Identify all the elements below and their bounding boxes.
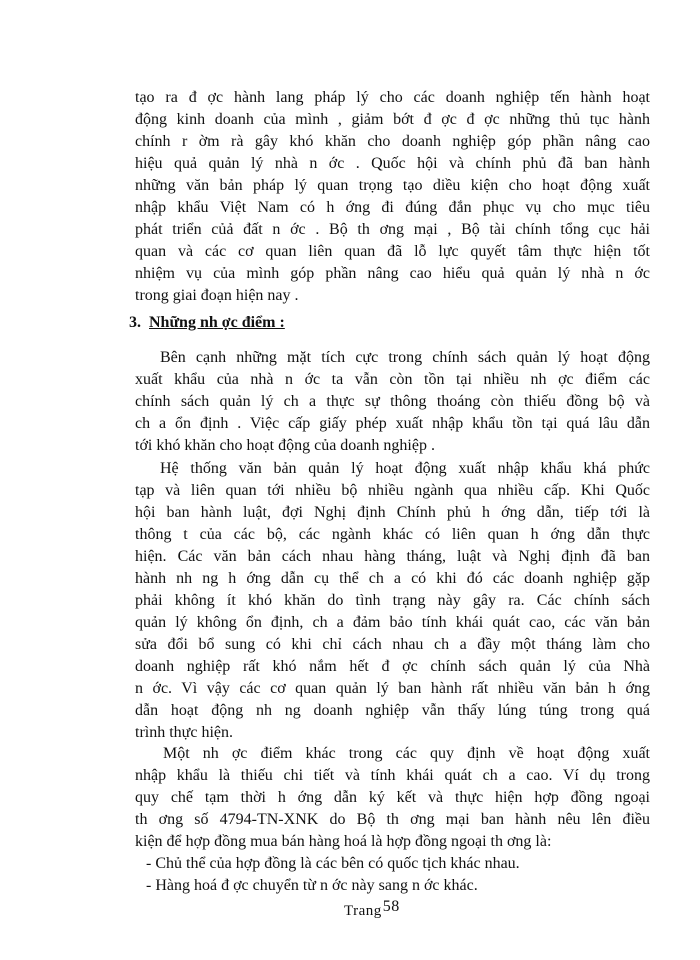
paragraph-3 <box>135 743 650 853</box>
text-line: quản lý không ổn định, ch a đảm bảo tính khái quát cao, các văn bản <box>135 614 650 631</box>
bullet-list <box>146 853 650 897</box>
text-line: phải không ít khó khăn do tình trạng này gây ra. Các chính sách <box>135 592 650 609</box>
text-line: những văn bản pháp lý quan trọng tạo diều kiện cho hoạt động xuất <box>135 177 650 194</box>
text-line: hiệu quả quản lý nhà n ớc . Quốc hội và chính phủ đã ban hành <box>135 155 650 172</box>
text-line: chính sách quản lý ch a thực sự thông thoáng còn thiếu đồng bộ và <box>135 393 650 410</box>
text-line: ch a ổn định . Việc cấp giấy phép xuất nhập khẩu tồn tại quá lâu dẫn <box>135 415 650 432</box>
text-line: phát triển củả đất n ớc . Bộ th ơng mại , Bộ tài chính tổng cục hải <box>135 221 650 238</box>
paragraph-1 <box>135 347 650 457</box>
text-line: n ớc. Vì vậy các cơ quan quản lý ban hành rất nhiều văn bản h ớng <box>135 680 650 697</box>
text-line: Một nh ợc điểm khác trong các quy định về hoạt động xuất <box>163 745 650 762</box>
text-line: Bên cạnh những mặt tích cực trong chính sách quản lý hoạt động <box>160 349 650 366</box>
text-line: thông t của các bộ, các ngành khác có liên quan h ớng dẫn thực <box>135 526 650 543</box>
text-line: th ơng số 4794-TN-XNK do Bộ th ơng mại ban hành nêu lên điều <box>135 811 650 828</box>
text-line: sửa đổi bổ sung có khi chỉ cách nhau ch a đầy một tháng làm cho <box>135 636 650 653</box>
text-line: hành nh ng h ớng dẫn cụ thể ch a có khi đó các doanh nghiệp gặp <box>135 570 650 587</box>
text-line: xuất khẩu của nhà n ớc ta vẫn còn tồn tại nhiều nh ợc điểm các <box>135 371 650 388</box>
text-line: tạo ra đ ợc hành lang pháp lý cho các doanh nghiệp tến hành hoạt <box>135 89 650 106</box>
text-line: quan và các cơ quan liên quan đã lỗ lực quyết tâm thực hiện tốt <box>135 243 650 260</box>
page-footer <box>344 898 400 920</box>
text-line: động kinh doanh của mình , giảm bớt đ ợc đ ợc những thủ tục hành <box>135 111 650 128</box>
text-line: tạp và liên quan tới nhiều bộ nhiều ngành qua nhiều cấp. Khi Quốc <box>135 482 650 499</box>
text-line: nhập khẩu Việt Nam có h ớng đi đúng đắn phục vụ cho mục tiêu <box>135 199 650 216</box>
section-heading <box>129 312 285 334</box>
text-line: trình thực hiện. <box>135 724 233 741</box>
text-line: trong giai đoạn hiện nay . <box>135 287 299 304</box>
text-line: kiện để hợp đồng mua bán hàng hoá là hợp đồng ngoại th ơng là: <box>135 833 552 850</box>
text-line: nhiệm vụ của mình góp phần nâng cao hiểu quả quản lý nhà n ớc <box>135 265 650 282</box>
text-line: hội ban hành luật, đợi Nghị định Chính phủ h ớng dẫn, tiếp tới là <box>135 504 650 521</box>
text-line: doanh nghiệp rất khó nắm hết đ ợc chính sách quản lý của Nhà <box>135 658 650 675</box>
text-line: chính r ờm rà gây khó khăn cho doanh nghiệp góp phần nâng cao <box>135 133 650 150</box>
footer-label: Trang <box>344 903 382 919</box>
text-line: Hệ thống văn bản quản lý hoạt động xuất nhập khẩu khá phức <box>160 460 650 477</box>
list-item: - Chủ thể của hợp đồng là các bên có quốc tịch khác nhau. <box>146 855 520 872</box>
text-line: hiện. Các văn bản cách nhau hàng tháng, luật và Nghị định đã ban <box>135 548 650 565</box>
text-line: dẫn hoạt động nh ng doanh nghiệp vẫn thấy lúng túng trong quá <box>135 702 650 719</box>
paragraph-intro <box>135 87 650 307</box>
text-line: tới khó khăn cho hoạt động của doanh nghiệp . <box>135 437 435 454</box>
section-title: Những nh ợc điểm : <box>149 314 285 331</box>
page-number: 58 <box>382 898 400 915</box>
text-line: nhập khẩu là thiếu chi tiết và tính khái quát ch a cao. Ví dụ trong <box>135 767 650 784</box>
section-number: 3. <box>129 314 141 331</box>
text-line: quy chế tạm thời h ớng dẫn ký kết và thực hiện hợp đồng ngoại <box>135 789 650 806</box>
paragraph-2 <box>135 458 650 744</box>
list-item: - Hàng hoá đ ợc chuyển từ n ớc này sang n ớc khác. <box>146 877 478 894</box>
